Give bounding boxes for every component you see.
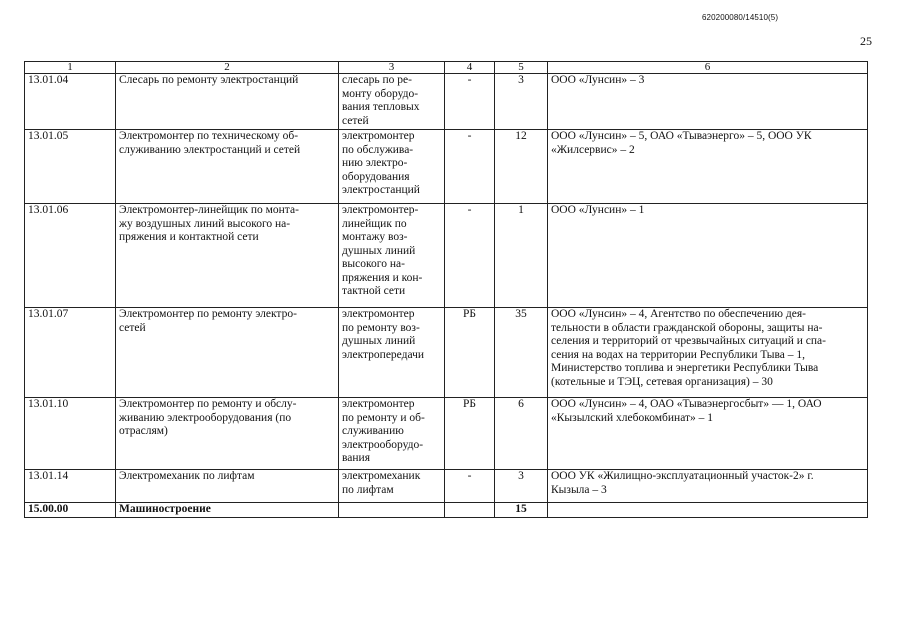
row-col4: - (445, 130, 495, 204)
row-col4: - (445, 74, 495, 130)
row-col4: - (445, 204, 495, 308)
table-row (25, 470, 868, 503)
row-col4: РБ (445, 398, 495, 470)
row-employers: ООО «Лунсин» – 4, Агентство по обеспечению дея- тельности в области гражданской обороны, защиты на- селения и территорий от чрезвычайных ситуаций и спа- сения на водах на территории Республики Тыва – 1, Министерство топлива и энергетики Республики Тыва (котельные и ТЭЦ, сетевая организация) – 30 (548, 308, 868, 398)
column-header: 5 (495, 62, 548, 74)
row-employers: ООО «Лунсин» – 3 (548, 74, 868, 130)
row-profession: Электромонтер по техническому об- служиванию электростанций и сетей (116, 130, 339, 204)
table-row (25, 398, 868, 470)
row-code: 13.01.05 (25, 130, 116, 204)
row-employers: ООО «Лунсин» – 4, ОАО «Тываэнергосбыт» — 1, ОАО «Кызылский хлебокомбинат» – 1 (548, 398, 868, 470)
column-header: 2 (116, 62, 339, 74)
row-count: 3 (495, 470, 548, 503)
row-count: 12 (495, 130, 548, 204)
row-code: 13.01.07 (25, 308, 116, 398)
total-empty (445, 503, 495, 518)
document-id: 620200080/14510(5) (702, 13, 779, 22)
total-label: Машиностроение (116, 503, 339, 518)
row-profession: Электромонтер-линейщик по монта- жу воздушных линий высокого на- пряжения и контактной сети (116, 204, 339, 308)
row-code: 13.01.04 (25, 74, 116, 130)
row-count: 6 (495, 398, 548, 470)
table-row (25, 308, 868, 398)
row-qualification: электромонтер- линейщик по монтажу воз- душных линий высокого на- пряжения и кон- тактной сети (339, 204, 445, 308)
row-count: 35 (495, 308, 548, 398)
row-code: 13.01.06 (25, 204, 116, 308)
row-profession: Электромонтер по ремонту электро- сетей (116, 308, 339, 398)
row-employers: ООО «Лунсин» – 1 (548, 204, 868, 308)
total-row (25, 503, 868, 518)
row-employers: ООО УК «Жилищно-эксплуатационный участок-2» г. Кызыла – 3 (548, 470, 868, 503)
table-row (25, 204, 868, 308)
row-employers: ООО «Лунсин» – 5, ОАО «Тываэнерго» – 5, ООО УК «Жилсервис» – 2 (548, 130, 868, 204)
total-empty (548, 503, 868, 518)
row-profession: Электромонтер по ремонту и обслу- живанию электрооборудования (по отраслям) (116, 398, 339, 470)
row-col4: РБ (445, 308, 495, 398)
table-row (25, 130, 868, 204)
row-qualification: электромеханик по лифтам (339, 470, 445, 503)
row-count: 3 (495, 74, 548, 130)
row-qualification: электромонтер по ремонту и об- служиванию электрооборудо- вания (339, 398, 445, 470)
row-qualification: слесарь по ре- монту оборудо- вания тепловых сетей (339, 74, 445, 130)
column-header: 3 (339, 62, 445, 74)
column-header: 4 (445, 62, 495, 74)
row-count: 1 (495, 204, 548, 308)
column-header: 1 (25, 62, 116, 74)
row-profession: Электромеханик по лифтам (116, 470, 339, 503)
row-col4: - (445, 470, 495, 503)
page-number: 25 (860, 34, 872, 48)
row-code: 13.01.14 (25, 470, 116, 503)
row-qualification: электромонтер по ремонту воз- душных линий электропередачи (339, 308, 445, 398)
total-count: 15 (495, 503, 548, 518)
table-row (25, 74, 868, 130)
row-code: 13.01.10 (25, 398, 116, 470)
column-header: 6 (548, 62, 868, 74)
total-code: 15.00.00 (25, 503, 116, 518)
header-row (25, 62, 868, 74)
total-empty (339, 503, 445, 518)
data-table (24, 61, 868, 518)
row-profession: Слесарь по ремонту электростанций (116, 74, 339, 130)
row-qualification: электромонтер по обслужива- нию электро- оборудования электростанций (339, 130, 445, 204)
